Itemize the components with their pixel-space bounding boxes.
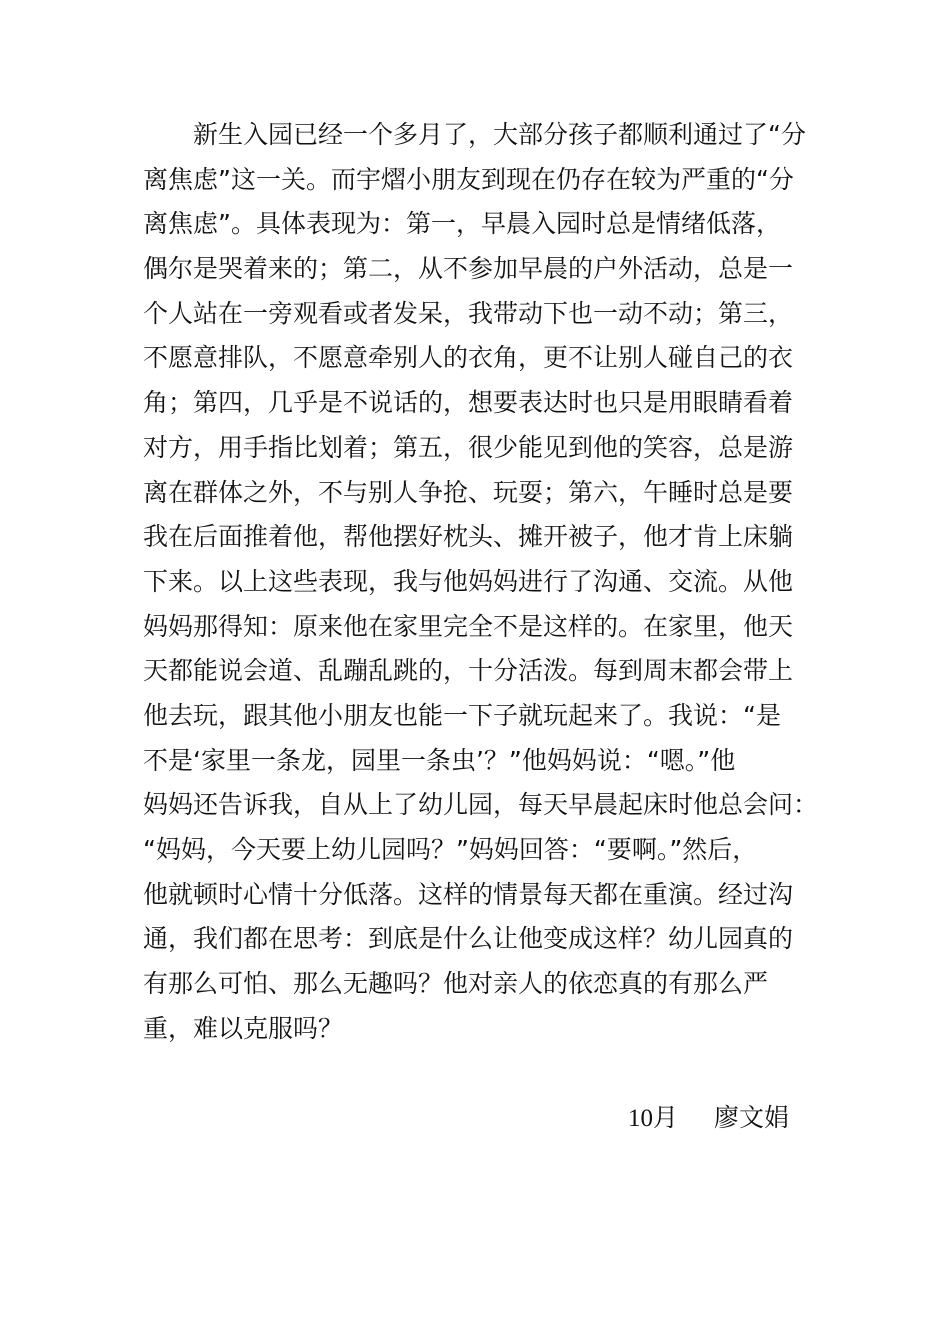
paragraph-line: 我在后面推着他，帮他摆好枕头、摊开被子，他才肯上床躺 <box>143 522 794 552</box>
paragraph-line: 新生入园已经一个多月了，大部分孩子都顺利通过了“分 <box>143 120 806 149</box>
paragraph-line: 对方，用手指比划着；第五，很少能见到他的笑容，总是游 <box>143 432 794 462</box>
paragraph-line: “妈妈，今天要上幼儿园吗？”妈妈回答：“要啊。”然后， <box>143 835 758 864</box>
signature-line <box>628 1096 789 1140</box>
paragraph-line: 角；第四，几乎是不说话的，想要表达时也只是用眼睛看着 <box>143 388 794 418</box>
paragraph-line: 重，难以克服吗？ <box>143 1013 344 1043</box>
paragraph-line: 通，我们都在思考：到底是什么让他变成这样？幼儿园真的 <box>143 924 794 954</box>
paragraph-line: 不愿意排队，不愿意牵别人的衣角，更不让别人碰自己的衣 <box>143 343 794 373</box>
body-paragraph <box>143 113 823 1051</box>
paragraph-line: 天都能说会道、乱蹦乱跳的，十分活泼。每到周末都会带上 <box>143 656 794 686</box>
paragraph-line: 他去玩，跟其他小朋友也能一下子就玩起来了。我说：“是 <box>143 700 781 730</box>
signature-author: 廖文娟 <box>714 1103 790 1132</box>
paragraph-line: 离焦虑”这一关。而宇熠小朋友到现在仍存在较为严重的“分 <box>143 164 794 194</box>
paragraph-line: 有那么可怕、那么无趣吗？他对亲人的依恋真的有那么严 <box>143 969 769 999</box>
paragraph-line: 不是‘家里一条龙，园里一条虫’？”他妈妈说：“嗯。”他 <box>143 745 736 775</box>
paragraph-line: 偶尔是哭着来的；第二，从不参加早晨的户外活动，总是一 <box>143 254 794 284</box>
signature-month: 10月 <box>628 1105 679 1132</box>
paragraph-line: 他就顿时心情十分低落。这样的情景每天都在重演。经过沟 <box>143 879 794 909</box>
paragraph-line: 下来。以上这些表现，我与他妈妈进行了沟通、交流。从他 <box>143 566 794 596</box>
paragraph-line: 离在群体之外，不与别人争抢、玩耍；第六，午睡时总是要 <box>143 477 794 507</box>
paragraph-line: 妈妈还告诉我，自从上了幼儿园，每天早晨起床时他总会问： <box>143 790 819 820</box>
paragraph-line: 妈妈那得知：原来他在家里完全不是这样的。在家里，他天 <box>143 611 794 641</box>
paragraph-line: 个人站在一旁观看或者发呆，我带动下也一动不动；第三， <box>143 298 794 328</box>
paragraph-line: 离焦虑”。具体表现为：第一，早晨入园时总是情绪低落， <box>143 209 781 239</box>
